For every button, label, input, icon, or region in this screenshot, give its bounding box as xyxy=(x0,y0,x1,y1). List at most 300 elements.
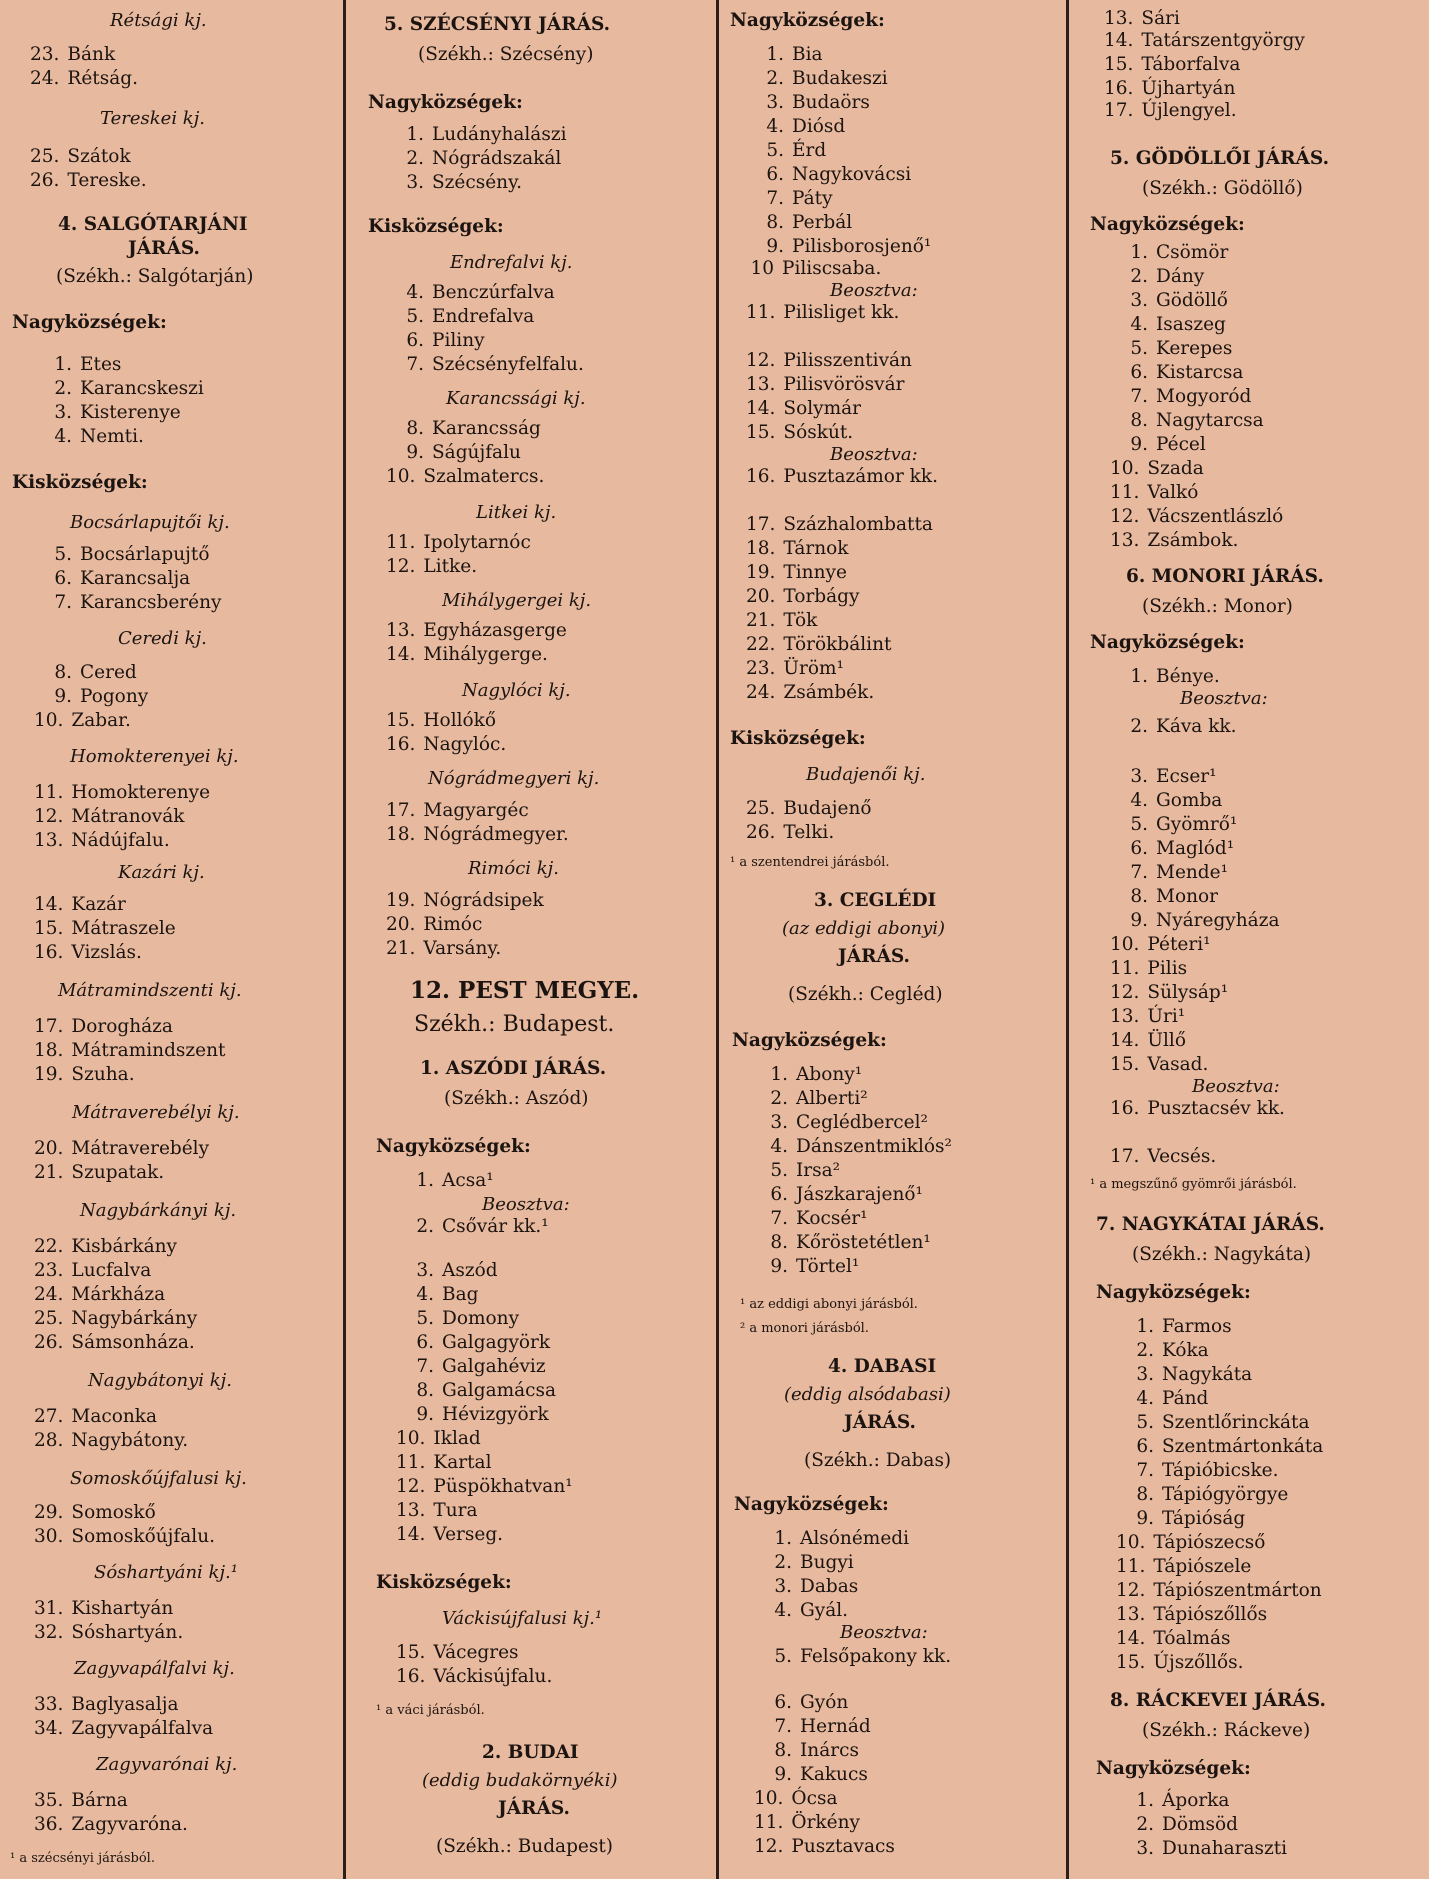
settlement-entry xyxy=(406,1284,478,1306)
settlement-name: Sülysáp¹ xyxy=(1147,982,1229,1003)
settlement-entry xyxy=(1120,434,1206,456)
settlement-name: Tápiószele xyxy=(1153,1556,1252,1577)
entry-number: 6. xyxy=(416,1332,434,1353)
settlement-name: Kazár xyxy=(71,894,126,915)
settlement-entry xyxy=(1116,1604,1267,1626)
settlement-entry xyxy=(34,782,210,804)
settlement-name: Rétság. xyxy=(67,68,138,89)
district-heading: 4. SALGÓTARJÁNI xyxy=(58,214,248,235)
footnote: ¹ a szentendrei járásból. xyxy=(730,855,890,870)
settlement-entry xyxy=(764,1646,951,1668)
settlement-name: Üllő xyxy=(1147,1030,1186,1051)
settlement-name: Szada xyxy=(1147,458,1204,479)
entry-number: 28. xyxy=(34,1430,64,1451)
settlement-entry xyxy=(396,306,534,328)
district-heading: JÁRÁS. xyxy=(128,238,200,259)
settlement-name: Pilisszentiván xyxy=(783,350,912,371)
settlement-entry xyxy=(760,1112,928,1134)
county-heading: 12. PEST MEGYE. xyxy=(410,977,640,1004)
settlement-entry xyxy=(746,586,859,608)
subdistrict-heading: Beosztva: xyxy=(482,1194,570,1215)
column-3 xyxy=(720,0,1064,1879)
settlement-entry xyxy=(396,124,567,146)
settlement-name: Vizslás. xyxy=(71,942,142,963)
settlement-entry xyxy=(764,1552,854,1574)
entry-number: 8. xyxy=(1130,410,1148,431)
entry-number: 27. xyxy=(34,1406,64,1427)
settlement-entry xyxy=(396,148,561,170)
entry-number: 2. xyxy=(416,1216,434,1237)
settlement-name: Tápiószőllős xyxy=(1153,1604,1268,1625)
entry-number: 4. xyxy=(1130,314,1148,335)
settlement-entry xyxy=(386,532,531,554)
settlement-entry xyxy=(1116,1628,1230,1650)
subdistrict-heading: Endrefalvi kj. xyxy=(450,252,573,273)
settlement-entry xyxy=(1126,1412,1310,1434)
subdistrict-heading: (az eddigi abonyi) xyxy=(782,918,946,939)
subdistrict-heading: Karancssági kj. xyxy=(446,388,586,409)
settlement-name: Pánd xyxy=(1162,1388,1209,1409)
settlement-entry xyxy=(1110,458,1204,480)
subdistrict-heading: Nagylóci kj. xyxy=(462,680,571,701)
settlement-entry xyxy=(1120,386,1251,408)
entry-number: 8. xyxy=(406,418,424,439)
entry-number: 12. xyxy=(1110,982,1140,1003)
settlement-name: Maconka xyxy=(71,1406,158,1427)
settlement-name: Piliscsaba. xyxy=(782,258,882,279)
settlement-entry xyxy=(1126,1838,1287,1860)
settlement-name: Érd xyxy=(792,140,827,161)
settlement-name: Káva kk. xyxy=(1156,716,1237,737)
seat-label: Székh.: Budapest. xyxy=(414,1012,615,1037)
settlement-name: Gyón xyxy=(800,1692,849,1713)
entry-number: 13. xyxy=(1104,8,1134,29)
entry-number: 5. xyxy=(416,1308,434,1329)
settlement-entry xyxy=(746,822,834,844)
settlement-name: Tura xyxy=(433,1500,478,1521)
entry-number: 2. xyxy=(774,1552,792,1573)
entry-number: 11. xyxy=(386,532,416,553)
entry-number: 4. xyxy=(406,282,424,303)
entry-number: 11. xyxy=(1110,482,1140,503)
settlement-name: Százhalombatta xyxy=(783,514,933,535)
settlement-name: Táborfalva xyxy=(1141,54,1241,75)
settlement-entry xyxy=(34,1502,156,1524)
settlement-name: Ipolytarnóc xyxy=(423,532,531,553)
subdistrict-heading: Kazári kj. xyxy=(118,862,205,883)
settlement-entry xyxy=(386,556,477,578)
subdistrict-heading: Váckisújfalusi kj.¹ xyxy=(442,1608,603,1629)
settlement-entry xyxy=(1126,1460,1278,1482)
settlement-entry xyxy=(756,212,852,234)
settlement-name: Hernád xyxy=(800,1716,871,1737)
settlement-entry xyxy=(1110,982,1228,1004)
settlement-entry xyxy=(1104,30,1305,52)
settlement-name: Tápióbicske. xyxy=(1162,1460,1279,1481)
settlement-name: Tápiószecső xyxy=(1153,1532,1266,1553)
entry-number: 13. xyxy=(386,620,416,641)
entry-number: 5. xyxy=(54,544,72,565)
settlement-name: Budakeszi xyxy=(792,68,888,89)
category-heading: Nagyközségek: xyxy=(368,92,523,113)
settlement-entry xyxy=(386,620,567,642)
settlement-entry xyxy=(34,1694,179,1716)
settlement-entry xyxy=(386,644,548,666)
settlement-entry xyxy=(1126,1364,1252,1386)
settlement-entry xyxy=(746,682,874,704)
settlement-entry xyxy=(34,710,131,732)
settlement-name: Kisbárkány xyxy=(71,1236,177,1257)
settlement-entry xyxy=(764,1576,858,1598)
entry-number: 14. xyxy=(396,1524,426,1545)
settlement-name: Felsőpakony kk. xyxy=(800,1646,952,1667)
entry-number: 16. xyxy=(396,1666,426,1687)
entry-number: 18. xyxy=(34,1040,64,1061)
subdistrict-heading: Beosztva: xyxy=(1180,688,1268,709)
entry-number: 1. xyxy=(1136,1790,1154,1811)
settlement-name: Szalmatercs. xyxy=(423,466,545,487)
entry-number: 7. xyxy=(1130,386,1148,407)
settlement-name: Vácszentlászló xyxy=(1147,506,1284,527)
settlement-name: Egyházasgerge xyxy=(423,620,567,641)
settlement-name: Monor xyxy=(1156,886,1218,907)
settlement-entry xyxy=(44,426,144,448)
entry-number: 7. xyxy=(774,1716,792,1737)
settlement-entry xyxy=(1120,338,1232,360)
category-heading: Nagyközségek: xyxy=(1096,1758,1251,1779)
column-1 xyxy=(0,0,340,1879)
entry-number: 6. xyxy=(54,568,72,589)
settlement-entry xyxy=(1126,1508,1245,1530)
settlement-entry xyxy=(1120,266,1204,288)
subdistrict-heading: Zagyvarónai kj. xyxy=(96,1754,238,1775)
settlement-name: Homokterenye xyxy=(71,782,211,803)
settlement-name: Dánszentmiklós² xyxy=(796,1136,952,1157)
settlement-entry xyxy=(1110,1030,1186,1052)
settlement-name: Farmos xyxy=(1162,1316,1232,1337)
settlement-name: Karancsberény xyxy=(80,592,222,613)
settlement-name: Alsónémedi xyxy=(800,1528,910,1549)
seat-label: (Székh.: Ráckeve) xyxy=(1142,1720,1311,1741)
settlement-entry xyxy=(1120,410,1264,432)
subdistrict-heading: Sóshartyáni kj.¹ xyxy=(94,1562,238,1583)
settlement-name: Pogony xyxy=(80,686,149,707)
settlement-entry xyxy=(1110,958,1187,980)
subdistrict-heading: Zagyvapálfalvi kj. xyxy=(74,1658,235,1679)
settlement-name: Páty xyxy=(792,188,833,209)
district-heading: 5. SZÉCSÉNYI JÁRÁS. xyxy=(384,14,611,35)
settlement-entry xyxy=(34,1718,213,1740)
entry-number: 11. xyxy=(396,1452,426,1473)
entry-number: 2. xyxy=(766,68,784,89)
settlement-entry xyxy=(34,942,142,964)
subdistrict-heading: Nógrádmegyeri kj. xyxy=(428,768,600,789)
settlement-entry xyxy=(1116,1556,1251,1578)
entry-number: 6. xyxy=(1136,1436,1154,1457)
entry-number: 14. xyxy=(1110,1030,1140,1051)
settlement-name: Kerepes xyxy=(1156,338,1233,359)
category-heading: Nagyközségek: xyxy=(1096,1282,1251,1303)
district-heading: 1. ASZÓDI JÁRÁS. xyxy=(420,1058,607,1079)
settlement-name: Karancsság xyxy=(432,418,541,439)
settlement-name: Újhartyán xyxy=(1141,78,1236,99)
settlement-name: Nagykovácsi xyxy=(792,164,912,185)
settlement-entry xyxy=(1104,8,1180,30)
settlement-entry xyxy=(386,824,569,846)
settlement-name: Karancsalja xyxy=(80,568,191,589)
settlement-name: Pusztavacs xyxy=(791,1836,895,1857)
entry-number: 6. xyxy=(766,164,784,185)
entry-number: 8. xyxy=(54,662,72,683)
entry-number: 3. xyxy=(406,172,424,193)
entry-number: 17. xyxy=(1104,100,1134,121)
entry-number: 26. xyxy=(30,170,60,191)
settlement-entry xyxy=(1120,838,1234,860)
settlement-name: Szécsényfelfalu. xyxy=(432,354,584,375)
settlement-entry xyxy=(746,538,848,560)
category-heading: Nagyközségek: xyxy=(1090,214,1245,235)
settlement-name: Kóka xyxy=(1162,1340,1209,1361)
entry-number: 2. xyxy=(770,1088,788,1109)
settlement-name: Gyömrő¹ xyxy=(1156,814,1238,835)
settlement-name: Benczúrfalva xyxy=(432,282,555,303)
entry-number: 20. xyxy=(386,914,416,935)
settlement-entry xyxy=(760,1256,859,1278)
settlement-entry xyxy=(760,1136,952,1158)
entry-number: 19. xyxy=(746,562,776,583)
settlement-entry xyxy=(34,918,176,940)
entry-number: 33. xyxy=(34,1694,64,1715)
settlement-entry xyxy=(1110,1006,1185,1028)
entry-number: 14. xyxy=(386,644,416,665)
settlement-entry xyxy=(1120,666,1220,688)
settlement-entry xyxy=(34,1016,173,1038)
settlement-name: Bia xyxy=(792,44,823,65)
entry-number: 6. xyxy=(774,1692,792,1713)
settlement-entry xyxy=(760,1160,840,1182)
settlement-entry xyxy=(396,330,485,352)
entry-number: 5. xyxy=(1130,338,1148,359)
district-heading: 6. MONORI JÁRÁS. xyxy=(1126,566,1324,587)
settlement-entry xyxy=(746,562,847,584)
settlement-entry xyxy=(396,172,522,194)
settlement-entry xyxy=(1120,766,1217,788)
entry-number: 1. xyxy=(774,1528,792,1549)
entry-number: 13. xyxy=(1110,1006,1140,1027)
entry-number: 12. xyxy=(1116,1580,1146,1601)
entry-number: 3. xyxy=(774,1576,792,1597)
entry-number: 9. xyxy=(54,686,72,707)
entry-number: 8. xyxy=(1130,886,1148,907)
seat-label: (Székh.: Salgótarján) xyxy=(56,266,254,287)
settlement-name: Kisterenye xyxy=(80,402,181,423)
settlement-name: Mátranovák xyxy=(71,806,185,827)
settlement-name: Galgagyörk xyxy=(442,1332,551,1353)
entry-number: 2. xyxy=(1136,1814,1154,1835)
settlement-entry xyxy=(1116,1532,1265,1554)
entry-number: 21. xyxy=(746,610,776,631)
settlement-name: Vácegres xyxy=(433,1642,519,1663)
settlement-entry xyxy=(754,1788,837,1810)
column-divider xyxy=(1066,0,1069,1879)
category-heading: Nagyközségek: xyxy=(376,1136,531,1157)
entry-number: 9. xyxy=(1136,1508,1154,1529)
entry-number: 2. xyxy=(1136,1340,1154,1361)
settlement-name: Tinnye xyxy=(783,562,847,583)
settlement-entry xyxy=(44,568,190,590)
district-heading: JÁRÁS. xyxy=(838,946,910,967)
entry-number: 24. xyxy=(30,68,60,89)
settlement-name: Tatárszentgyörgy xyxy=(1141,30,1305,51)
settlement-name: Magyargéc xyxy=(423,800,529,821)
entry-number: 15. xyxy=(1116,1652,1146,1673)
settlement-name: Kocsér¹ xyxy=(796,1208,868,1229)
settlement-entry xyxy=(34,1284,165,1306)
settlement-name: Etes xyxy=(80,354,122,375)
entry-number: 15. xyxy=(746,422,776,443)
settlement-name: Tápiószentmárton xyxy=(1153,1580,1322,1601)
settlement-name: Újlengyel. xyxy=(1141,100,1237,121)
settlement-entry xyxy=(30,170,147,192)
district-heading: 4. DABASI xyxy=(828,1356,937,1377)
settlement-entry xyxy=(764,1692,848,1714)
entry-number: 14. xyxy=(1104,30,1134,51)
entry-number: 9. xyxy=(774,1764,792,1785)
category-heading: Nagyközségek: xyxy=(730,10,885,31)
category-heading: Kisközségek: xyxy=(376,1572,512,1593)
entry-number: 7. xyxy=(766,188,784,209)
seat-label: (Székh.: Gödöllő) xyxy=(1142,178,1303,199)
settlement-name: Inárcs xyxy=(800,1740,859,1761)
subdistrict-heading: Mihálygergei kj. xyxy=(442,590,592,611)
settlement-name: Dömsöd xyxy=(1162,1814,1238,1835)
settlement-entry xyxy=(1126,1316,1232,1338)
entry-number: 29. xyxy=(34,1502,64,1523)
entry-number: 32. xyxy=(34,1622,64,1643)
entry-number: 10. xyxy=(754,1788,784,1809)
settlement-entry xyxy=(764,1764,868,1786)
subdistrict-heading: Rimóci kj. xyxy=(468,858,559,879)
settlement-name: Nógrádmegyer. xyxy=(423,824,569,845)
footnote: ¹ a megszűnő gyömrői járásból. xyxy=(1090,1177,1297,1192)
subdistrict-heading: Rétsági kj. xyxy=(110,10,207,31)
settlement-name: Csömör xyxy=(1156,242,1229,263)
settlement-name: Tárnok xyxy=(783,538,849,559)
settlement-entry xyxy=(34,1622,183,1644)
settlement-name: Üröm¹ xyxy=(783,658,844,679)
settlement-name: Gyál. xyxy=(800,1600,849,1621)
settlement-entry xyxy=(34,1430,188,1452)
settlement-entry xyxy=(1110,1098,1285,1120)
settlement-name: Somoskő xyxy=(71,1502,156,1523)
entry-number: 2. xyxy=(406,148,424,169)
settlement-entry xyxy=(746,258,881,280)
settlement-entry xyxy=(386,710,496,732)
settlement-entry xyxy=(406,1356,546,1378)
settlement-name: Váckisújfalu. xyxy=(433,1666,553,1687)
entry-number: 24. xyxy=(34,1284,64,1305)
settlement-name: Budajenő xyxy=(783,798,872,819)
settlement-name: Baglyasalja xyxy=(71,1694,179,1715)
entry-number: 35. xyxy=(34,1790,64,1811)
entry-number: 7. xyxy=(1130,862,1148,883)
settlement-entry xyxy=(1110,482,1198,504)
settlement-entry xyxy=(1116,1580,1322,1602)
entry-number: 11. xyxy=(754,1812,784,1833)
category-heading: Nagyközségek: xyxy=(734,1494,889,1515)
entry-number: 12. xyxy=(1110,506,1140,527)
subdistrict-heading: Budajenői kj. xyxy=(806,764,926,785)
settlement-name: Bénye. xyxy=(1156,666,1220,687)
subdistrict-heading: Beosztva: xyxy=(1192,1076,1280,1097)
settlement-entry xyxy=(386,890,544,912)
settlement-name: Nagykáta xyxy=(1162,1364,1253,1385)
entry-number: 8. xyxy=(766,212,784,233)
settlement-entry xyxy=(406,1380,556,1402)
entry-number: 25. xyxy=(34,1308,64,1329)
settlement-name: Újszőllős. xyxy=(1153,1652,1244,1673)
settlement-entry xyxy=(1120,814,1237,836)
entry-number: 7. xyxy=(1136,1460,1154,1481)
settlement-entry xyxy=(44,592,221,614)
entry-number: 31. xyxy=(34,1598,64,1619)
settlement-name: Nagybárkány xyxy=(71,1308,198,1329)
settlement-name: Telki. xyxy=(783,822,835,843)
entry-number: 6. xyxy=(1130,362,1148,383)
entry-number: 4. xyxy=(1136,1388,1154,1409)
settlement-entry xyxy=(756,68,888,90)
settlement-entry xyxy=(396,418,541,440)
settlement-name: Sóskút. xyxy=(783,422,854,443)
settlement-entry xyxy=(396,354,584,376)
settlement-entry xyxy=(1120,242,1228,264)
settlement-name: Budaörs xyxy=(792,92,870,113)
settlement-name: Pilisliget kk. xyxy=(783,302,900,323)
settlement-entry xyxy=(44,378,204,400)
subdistrict-heading: Tereskei kj. xyxy=(100,108,206,129)
entry-number: 17. xyxy=(1110,1146,1140,1167)
settlement-entry xyxy=(396,1452,492,1474)
entry-number: 36. xyxy=(34,1814,64,1835)
settlement-entry xyxy=(754,1812,860,1834)
subdistrict-heading: Mátramindszenti kj. xyxy=(58,980,242,1001)
entry-number: 10. xyxy=(1110,458,1140,479)
settlement-name: Galgamácsa xyxy=(442,1380,557,1401)
entry-number: 4. xyxy=(770,1136,788,1157)
entry-number: 11. xyxy=(1110,958,1140,979)
settlement-name: Kishartyán xyxy=(71,1598,174,1619)
settlement-name: Ludányhalászi xyxy=(432,124,567,145)
entry-number: 10 xyxy=(750,258,774,279)
settlement-entry xyxy=(386,466,544,488)
settlement-name: Szuha. xyxy=(71,1064,135,1085)
settlement-entry xyxy=(34,1064,135,1086)
seat-label: (Székh.: Aszód) xyxy=(444,1088,589,1109)
subdistrict-heading: Nagybátonyi kj. xyxy=(88,1370,232,1391)
entry-number: 10. xyxy=(386,466,416,487)
settlement-entry xyxy=(764,1600,848,1622)
subdistrict-heading: (eddig budakörnyéki) xyxy=(422,1770,618,1791)
settlement-name: Püspökhatvan¹ xyxy=(433,1476,573,1497)
settlement-entry xyxy=(1120,290,1228,312)
settlement-entry xyxy=(406,1308,519,1330)
settlement-name: Bocsárlapujtő xyxy=(80,544,210,565)
settlement-entry xyxy=(406,1170,494,1192)
footnote: ² a monori járásból. xyxy=(740,1321,869,1336)
entry-number: 5. xyxy=(770,1160,788,1181)
entry-number: 5. xyxy=(1136,1412,1154,1433)
settlement-name: Piliny xyxy=(432,330,485,351)
